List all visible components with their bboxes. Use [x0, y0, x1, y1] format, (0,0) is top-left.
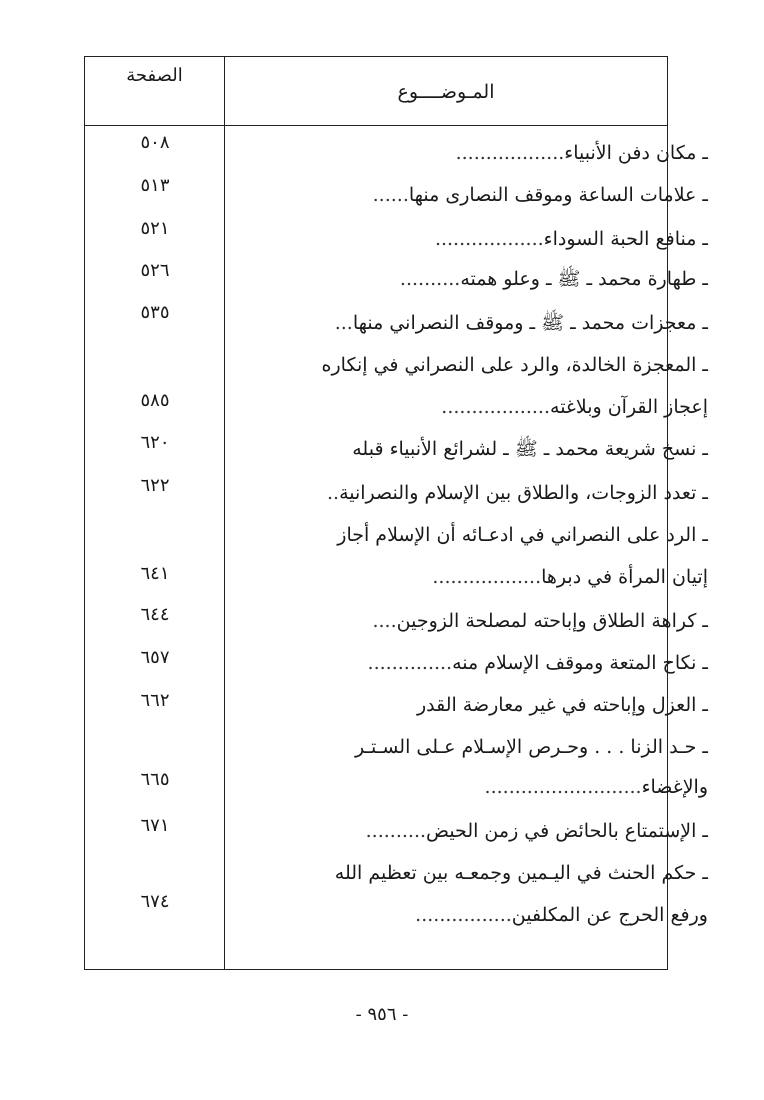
toc-entry: ـ كراهة الطلاق وإباحته لمصلحة الزوجين....: [372, 610, 708, 632]
toc-page-number: ٥٨٥: [140, 390, 170, 411]
topic-column-header: المـوضــــوع: [397, 81, 495, 103]
toc-entry: ـ علامات الساعة وموقف النصارى منها......: [372, 184, 708, 206]
header-divider: [85, 125, 667, 126]
toc-entry: ـ معجزات محمد ـ ﷺ ـ وموقف النصراني منها...: [334, 312, 708, 334]
toc-entry: والإغضاء..........................: [484, 776, 708, 798]
toc-entry: ـ العزل وإباحته في غير معارضة القدر: [416, 694, 708, 716]
page-column-header: الصفحة: [126, 65, 183, 86]
toc-page-number: ٦٦٥: [140, 769, 170, 790]
toc-entry: ـ المعجزة الخالدة، والرد على النصراني في إنكاره: [321, 354, 708, 376]
toc-page-number: ٦٧١: [140, 815, 170, 836]
toc-page-number: ٥٣٥: [140, 302, 170, 323]
toc-entry: ـ منافع الحبة السوداء..................: [434, 228, 708, 250]
column-divider: [224, 57, 225, 969]
toc-entry: ـ الإستمتاع بالحائض في زمن الحيض..........: [365, 820, 708, 842]
toc-entry: ـ مكان دفن الأنبياء..................: [455, 142, 708, 164]
toc-page-number: ٦٤٤: [140, 604, 170, 625]
page-footer-number: - ٩٥٦ -: [355, 1004, 409, 1025]
toc-page-number: ٦٢٢: [140, 475, 170, 496]
toc-entry: ـ تعدد الزوجات، والطلاق بين الإسلام والنصرانية..: [326, 482, 708, 504]
toc-page-number: ٦٦٢: [140, 690, 170, 711]
toc-page-number: ٥٢١: [140, 218, 170, 239]
toc-entry: ـ نكاح المتعة وموقف الإسلام منه..............: [367, 652, 708, 674]
toc-entry: إعجاز القرآن وبلاغته..................: [441, 396, 708, 418]
toc-entry: ـ حـد الزنا . . . وحـرص الإسـلام عـلى السـتـر: [355, 736, 708, 758]
toc-page-number: ٦٥٧: [140, 647, 170, 668]
toc-entry: ـ طهارة محمد ـ ﷺ ـ وعلو همته..........: [399, 268, 708, 290]
toc-page-number: ٥١٣: [140, 175, 170, 196]
toc-page-number: ٥٢٦: [140, 260, 170, 281]
toc-page-number: ٦٢٠: [140, 432, 170, 453]
toc-page-number: ٦٧٤: [140, 891, 170, 912]
toc-page-number: ٥٠٨: [140, 132, 170, 153]
toc-entry: ـ حكم الحنث في اليـمين وجمعـه بين تعظيم الله: [334, 862, 708, 884]
toc-entry: ـ نسخ شريعة محمد ـ ﷺ ـ لشرائع الأنبياء قبله: [352, 438, 708, 460]
toc-page-number: ٦٤١: [140, 563, 170, 584]
toc-entry: ورفع الحرج عن المكلفين................: [415, 904, 708, 926]
toc-entry: إتيان المرأة في دبرها..................: [432, 566, 708, 588]
toc-entry: ـ الرد على النصراني في ادعـائه أن الإسلام أجاز: [337, 524, 708, 546]
